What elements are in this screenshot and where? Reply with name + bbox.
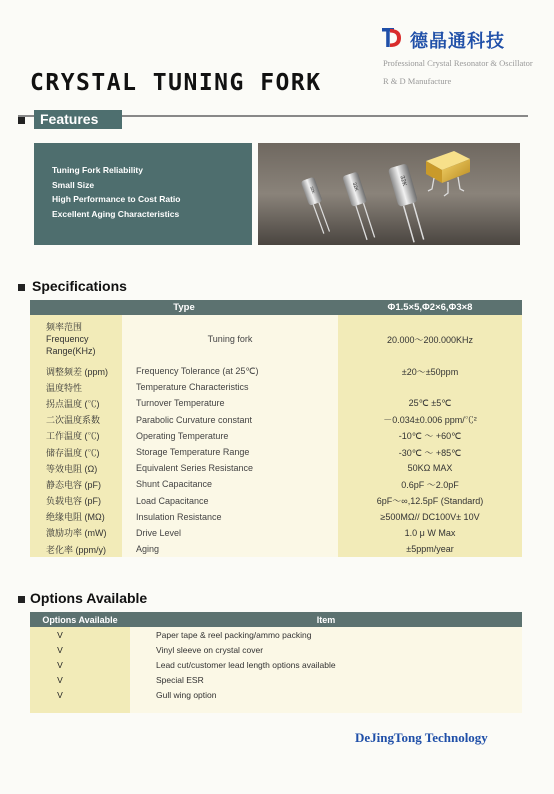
table-row bbox=[30, 703, 522, 713]
table-row bbox=[30, 315, 522, 363]
table-row bbox=[30, 627, 522, 642]
spec-name-en: Temperature Characteristics bbox=[122, 379, 338, 395]
spec-name-en: Insulation Resistance bbox=[122, 509, 338, 525]
column-header-item: Item bbox=[130, 612, 522, 627]
table-header-row bbox=[30, 612, 522, 627]
table-row bbox=[30, 476, 522, 492]
specifications-heading: Specifications bbox=[32, 278, 127, 294]
spec-name-cn: 负载电容 (pF) bbox=[30, 493, 122, 509]
table-row bbox=[30, 657, 522, 672]
option-item: Lead cut/customer lead length options available bbox=[130, 657, 522, 672]
spec-name-cn: 工作温度 (℃) bbox=[30, 428, 122, 444]
spec-name-en: Turnover Temperature bbox=[122, 395, 338, 411]
spec-name-cn: 激励功率 (mW) bbox=[30, 525, 122, 541]
spec-name-cn: 二次温度系数 bbox=[30, 412, 122, 428]
table-row bbox=[30, 444, 522, 460]
options-heading: Options Available bbox=[30, 590, 148, 606]
option-check: V bbox=[30, 657, 130, 672]
spec-value: 20.000～200.000KHz bbox=[338, 315, 522, 363]
spec-name-cn: 静态电容 (pF) bbox=[30, 476, 122, 492]
specifications-table bbox=[30, 300, 522, 557]
spec-value: ±20～±50ppm bbox=[338, 363, 522, 379]
option-item: Paper tape & reel packing/ammo packing bbox=[130, 627, 522, 642]
table-row bbox=[30, 673, 522, 688]
spec-name-cn: 频率范围 Frequency Range(KHz) bbox=[30, 315, 122, 363]
spec-value: -30℃ ～ +85℃ bbox=[338, 444, 522, 460]
spec-value: 25℃ ±5℃ bbox=[338, 395, 522, 411]
option-check: V bbox=[30, 627, 130, 642]
spec-name-en: Frequency Tolerance (at 25℃) bbox=[122, 363, 338, 379]
table-row bbox=[30, 395, 522, 411]
spec-name-en: Storage Temperature Range bbox=[122, 444, 338, 460]
features-list bbox=[52, 165, 180, 223]
feature-item: Excellent Aging Characteristics bbox=[52, 208, 180, 219]
option-check: V bbox=[30, 688, 130, 703]
product-photo bbox=[258, 143, 520, 245]
empty-cell bbox=[30, 703, 130, 713]
spec-name-en: Aging bbox=[122, 541, 338, 557]
feature-item: High Performance to Cost Ratio bbox=[52, 194, 181, 204]
table-row bbox=[30, 525, 522, 541]
spec-value: 1.0 μ W Max bbox=[338, 525, 522, 541]
spec-name-en: Load Capacitance bbox=[122, 493, 338, 509]
table-row bbox=[30, 509, 522, 525]
features-heading: Features bbox=[34, 110, 122, 129]
table-row bbox=[30, 688, 522, 703]
company-logo-icon bbox=[380, 26, 404, 50]
svg-text:32K: 32K bbox=[350, 181, 360, 193]
spec-value: 6pF～∞,12.5pF (Standard) bbox=[338, 493, 522, 509]
feature-item: Tuning Fork Reliability bbox=[52, 165, 143, 175]
spec-value: -10℃ ～ +60℃ bbox=[338, 428, 522, 444]
spec-name-cn: 老化率 (ppm/y) bbox=[30, 541, 122, 557]
spec-name-cn: 调整频差 (ppm) bbox=[30, 363, 122, 379]
section-bullet-icon bbox=[18, 596, 25, 603]
spec-name-en: Parabolic Curvature constant bbox=[122, 412, 338, 428]
table-row bbox=[30, 428, 522, 444]
feature-item: Small Size bbox=[52, 179, 95, 190]
options-table bbox=[30, 612, 522, 713]
spec-name-en: Shunt Capacitance bbox=[122, 476, 338, 492]
option-item: Vinyl sleeve on crystal cover bbox=[130, 642, 522, 657]
spec-name-cn: 等效电阻 (Ω) bbox=[30, 460, 122, 476]
table-row bbox=[30, 412, 522, 428]
option-check: V bbox=[30, 642, 130, 657]
option-item: Special ESR bbox=[130, 673, 522, 688]
spec-value: 0.6pF ～2.0pF bbox=[338, 476, 522, 492]
section-bullet-icon bbox=[18, 284, 25, 291]
spec-name-cn: 拐点温度 (℃) bbox=[30, 395, 122, 411]
spec-value bbox=[338, 379, 522, 395]
table-row bbox=[30, 363, 522, 379]
spec-value: 50KΩ MAX bbox=[338, 460, 522, 476]
table-row bbox=[30, 379, 522, 395]
option-check: V bbox=[30, 673, 130, 688]
spec-value: －0.034±0.006 ppm/℃² bbox=[338, 412, 522, 428]
table-row bbox=[30, 541, 522, 557]
footer-brand: DeJingTong Technology bbox=[355, 730, 488, 745]
spec-name-cn: 储存温度 (℃) bbox=[30, 444, 122, 460]
empty-cell bbox=[130, 703, 522, 713]
table-row bbox=[30, 642, 522, 657]
svg-text:32K: 32K bbox=[398, 175, 408, 187]
column-header-available: Options Available bbox=[30, 612, 130, 627]
table-row bbox=[30, 493, 522, 509]
spec-name-en: Operating Temperature bbox=[122, 428, 338, 444]
spec-name-en: Drive Level bbox=[122, 525, 338, 541]
column-header-value: Φ1.5×5,Φ2×6,Φ3×8 bbox=[338, 300, 522, 315]
spec-name-cn: 绝缘电阻 (MΩ) bbox=[30, 509, 122, 525]
option-item: Gull wing option bbox=[130, 688, 522, 703]
company-name-cn: 德晶通科技 bbox=[410, 31, 505, 52]
svg-text:32K: 32K bbox=[309, 185, 317, 194]
spec-value: ±5ppm/year bbox=[338, 541, 522, 557]
page-title: CRYSTAL TUNING FORK bbox=[30, 70, 322, 96]
table-row bbox=[30, 460, 522, 476]
spec-value: ≥500MΩ// DC100V± 10V bbox=[338, 509, 522, 525]
spec-name-en: Tuning fork bbox=[122, 315, 338, 363]
spec-name-en: Equivalent Series Resistance bbox=[122, 460, 338, 476]
company-tagline: Professional Crystal Resonator & Oscillator bbox=[383, 58, 533, 68]
company-tagline-2: R & D Manufacture bbox=[383, 76, 452, 86]
table-header-row bbox=[30, 300, 522, 315]
column-header-type: Type bbox=[30, 300, 338, 315]
spec-name-cn: 温度特性 bbox=[30, 379, 122, 395]
section-bullet-icon bbox=[18, 117, 25, 124]
